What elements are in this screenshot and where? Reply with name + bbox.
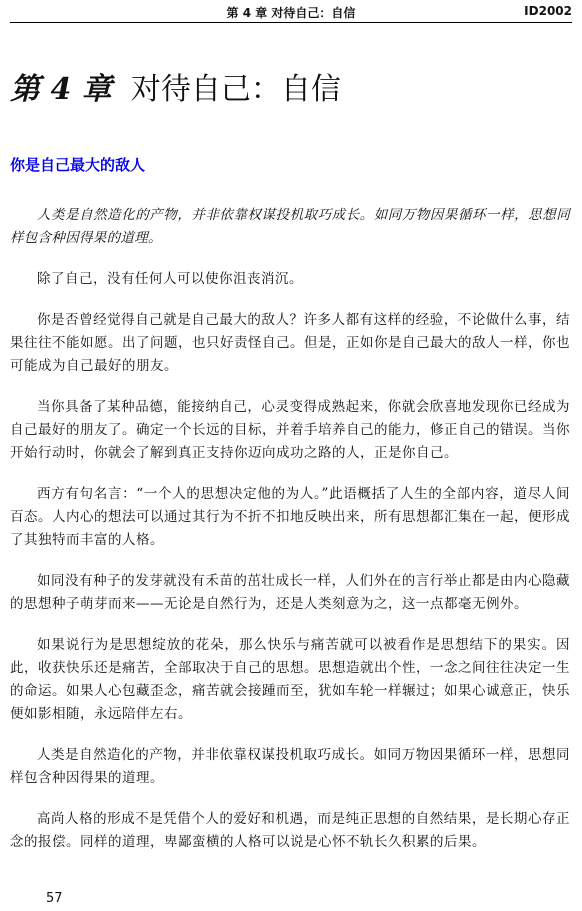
chapter-heading [10, 70, 341, 110]
intro-paragraph: 人类是自然造化的产物，并非依靠权谋投机取巧成长。如同万物因果循环一样，思想同样包含种因得果的道理。 [10, 207, 570, 246]
paragraph: 当你具备了某种品德，能接纳自己，心灵变得成熟起来，你就会欣喜地发现你已经成为自己最好的朋友了。确定一个长远的目标，并着手培养自己的能力，修正自己的错误。当你开始行动时，你就会了解到真正支持你迈向成功之路的人，正是你自己。 [10, 399, 570, 461]
running-header [10, 0, 572, 23]
section-title: 你是自己最大的敌人 [10, 156, 146, 174]
chapter-number: 第 4 章 [10, 72, 112, 107]
paragraph: 如果说行为是思想绽放的花朵，那么快乐与痛苦就可以被看作是思想结下的果实。因此，收获快乐还是痛苦，全部取决于自己的思想。思想造就出个性，一念之间往往决定一生的命运。如果人心包藏歪念，痛苦就会接踵而至，犹如车轮一样辗过；如果心诚意正，快乐便如影相随，永远陪伴左右。 [10, 637, 570, 722]
paragraph: 高尚人格的形成不是凭借个人的爱好和机遇，而是纯正思想的自然结果，是长期心存正念的报偿。同样的道理，卑鄙蛮横的人格可以说是心怀不轨长久积累的后果。 [10, 811, 570, 850]
header-chapter-title: 第 4 章 对待自己：自信 [226, 6, 356, 20]
paragraph: 西方有句名言：“一个人的思想决定他的为人。”此语概括了人生的全部内容，道尽人间百态。人内心的想法可以通过其行为不折不扣地反映出来，所有思想都汇集在一起，便形成了其独特而丰富的人格。 [10, 486, 570, 548]
paragraph: 你是否曾经觉得自己就是自己最大的敌人？许多人都有这样的经验，不论做什么事，结果往往不能如愿。出了问题，也只好责怪自己。但是，正如你是自己最大的敌人一样，你也可能成为自己最好的朋友。 [10, 312, 570, 374]
paragraph: 人类是自然造化的产物，并非依靠权谋投机取巧成长。如同万物因果循环一样，思想同样包含种因得果的道理。 [10, 747, 570, 786]
chapter-title: 对待自己：自信 [130, 72, 341, 107]
paragraph: 除了自己，没有任何人可以使你沮丧消沉。 [37, 271, 303, 287]
header-document-id: ID2002 [524, 4, 572, 18]
paragraph: 如同没有种子的发芽就没有禾苗的茁壮成长一样，人们外在的言行举止都是由内心隐藏的思想种子萌芽而来——无论是自然行为，还是人类刻意为之，这一点都毫无例外。 [10, 573, 570, 612]
body-text [10, 204, 570, 872]
page-number: 57 [46, 891, 63, 906]
